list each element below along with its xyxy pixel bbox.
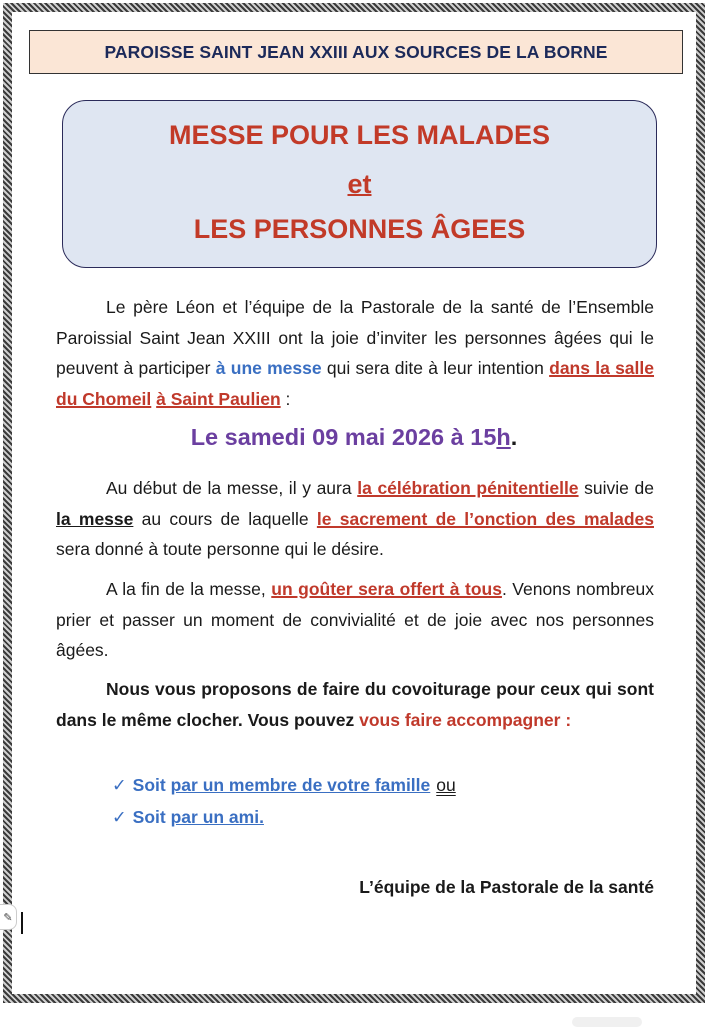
parish-name: PAROISSE SAINT JEAN XXIII AUX SOURCES DE LA BORNE [104, 41, 608, 62]
ceremony-mass: la messe [56, 508, 134, 529]
title-box [62, 100, 657, 268]
option-family-text: par un membre de votre famille [170, 775, 431, 795]
option-friend-prefix: Soit [132, 807, 171, 827]
ceremony-text-d: sera donné à toute personne qui le désire. [56, 539, 384, 559]
ceremony-text-a: Au début de la messe, il y aura [106, 478, 358, 498]
event-date-text: Le samedi 09 mai 2026 à 15 [190, 424, 497, 450]
text-cursor [21, 912, 23, 934]
title-conjunction: et [347, 169, 372, 199]
intro-location-town: à Saint Paulien [156, 388, 281, 409]
snack-paragraph [56, 574, 654, 666]
intro-location-hall: dans la salle du Chomeil [56, 358, 655, 409]
snack-text-b: . Venons nombreux prier et passer un moment de convivialité et de joie avec nos personnes âgées. [56, 579, 655, 660]
edit-pen-icon[interactable]: ✎ [0, 904, 17, 930]
ceremony-sacrament: le sacrement de l’onction des malades [316, 508, 654, 529]
snack-highlight: un goûter sera offert à tous [271, 579, 502, 599]
ceremony-text-c: au cours de laquelle [133, 508, 317, 529]
title-line-2 [63, 169, 656, 200]
ceremony-celebration: la célébration pénitentielle [357, 478, 579, 498]
option-friend-text: par un ami. [170, 807, 264, 827]
snack-text-a: A la fin de la messe, [106, 579, 272, 599]
intro-text-b: qui sera dite à leur intention [321, 358, 550, 378]
option-family-suffix: ou [436, 775, 456, 795]
event-date-hour-suffix: h [496, 424, 511, 450]
checkmark-icon: ✓ [112, 775, 127, 795]
parish-header [29, 30, 683, 74]
event-date-end: . [510, 424, 518, 450]
intro-text-a: Le père Léon et l’équipe de la Pastorale de la santé de l’Ensemble Paroissial Saint Jean XXIII ont la joie d’inviter les personnes âgées qui le peuvent à participer [56, 297, 654, 378]
carpool-accompany: vous faire accompagner : [359, 709, 572, 730]
checkmark-icon: ✓ [112, 807, 127, 827]
carpool-text-a: Nous vous proposons de faire du covoiturage pour ceux qui sont dans le même clocher. Vous pouvez [56, 679, 654, 730]
signature: L’équipe de la Pastorale de la santé [359, 877, 654, 897]
carpool-paragraph [56, 674, 654, 735]
intro-mass-highlight: à une messe [215, 358, 322, 378]
ceremony-text-b: suivie de [578, 478, 654, 498]
intro-paragraph [56, 292, 654, 414]
option-friend [112, 807, 264, 828]
intro-text-c: : [280, 388, 291, 409]
event-date [0, 424, 708, 451]
bottom-scroll-stub [572, 1017, 642, 1027]
option-family-prefix: Soit [132, 775, 171, 795]
ceremony-paragraph [56, 473, 654, 565]
title-line-1: MESSE POUR LES MALADES [168, 120, 551, 150]
title-line-3: LES PERSONNES ÂGEES [193, 214, 526, 244]
option-family [112, 775, 456, 796]
